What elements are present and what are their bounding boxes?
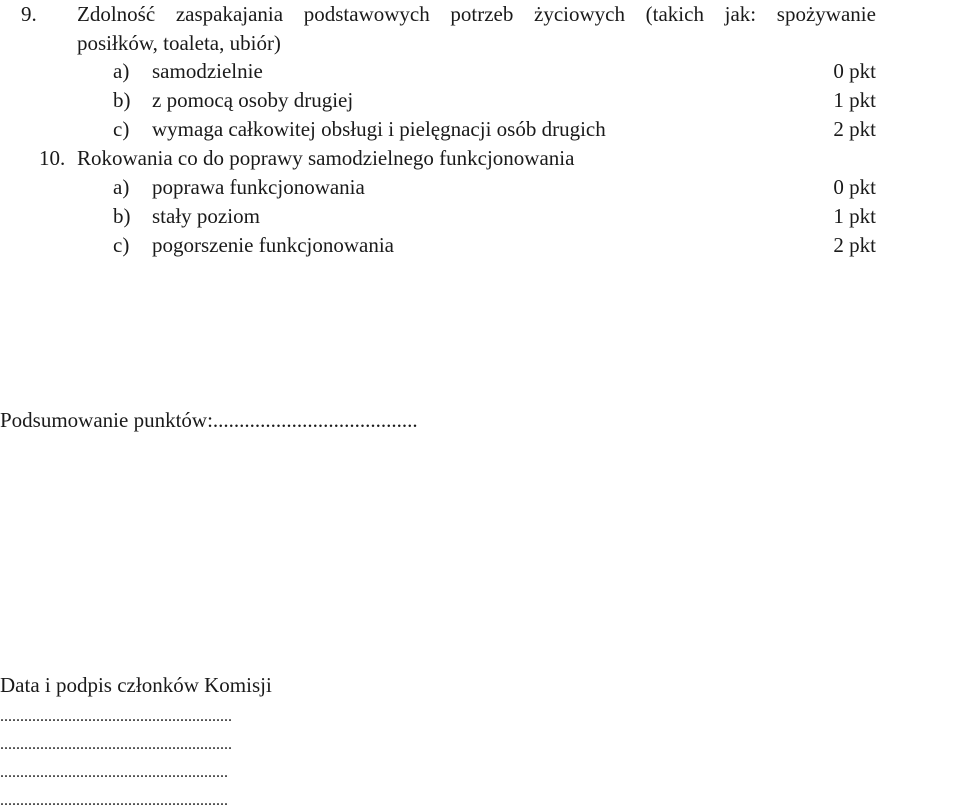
q10-option-a-letter: a) [113,175,130,199]
q9-option-c-text: wymaga całkowitej obsługi i pielęgnacji osób drugich [152,117,606,141]
q10-option-c-text: pogorszenie funkcjonowania [152,233,395,257]
q9-option-a-points: 0 pkt [833,59,876,83]
q9-title-word: jak: [724,2,757,26]
q9-title-word: zaspakajania [175,2,284,26]
points-summary: Podsumowanie punktów:....................................... [0,408,418,432]
q9-title-word: podstawowych [303,2,430,26]
q10-option-a-points: 0 pkt [833,175,876,199]
q9-option-c-points: 2 pkt [833,117,876,141]
q9-title-word: spożywanie [776,2,876,26]
signature-line: ......................................................... [0,764,228,781]
q10-option-b-letter: b) [113,204,131,228]
q9-option-b-text: z pomocą osoby drugiej [152,88,354,112]
q9-option-a-text: samodzielnie [152,59,263,83]
q9-title-word: życiowych [534,2,625,26]
signature-label: Data i podpis członków Komisji [0,673,272,697]
q10-option-b-points: 1 pkt [833,204,876,228]
q10-option-a-text: poprawa funkcjonowania [152,175,365,199]
signature-line: ......................................................... [0,792,228,809]
q9-title-word: potrzeb [450,2,514,26]
q10-title: Rokowania co do poprawy samodzielnego funkcjonowania [77,146,575,170]
q9-option-a-letter: a) [113,59,130,83]
q9-title-line2: posiłków, toaleta, ubiór) [77,31,281,55]
q9-title-word: Zdolność [77,2,156,26]
q10-number: 10. [39,146,66,170]
q10-option-c-letter: c) [113,233,130,257]
q9-title-word: (takich [645,2,704,26]
q9-number: 9. [21,2,37,26]
q10-option-b-text: stały poziom [152,204,260,228]
q9-title-line1 [77,0,876,28]
signature-line: .......................................................... [0,708,232,725]
q10-option-c-points: 2 pkt [833,233,876,257]
q9-option-b-letter: b) [113,88,131,112]
q9-option-c-letter: c) [113,117,130,141]
signature-line: .......................................................... [0,736,232,753]
q9-option-b-points: 1 pkt [833,88,876,112]
